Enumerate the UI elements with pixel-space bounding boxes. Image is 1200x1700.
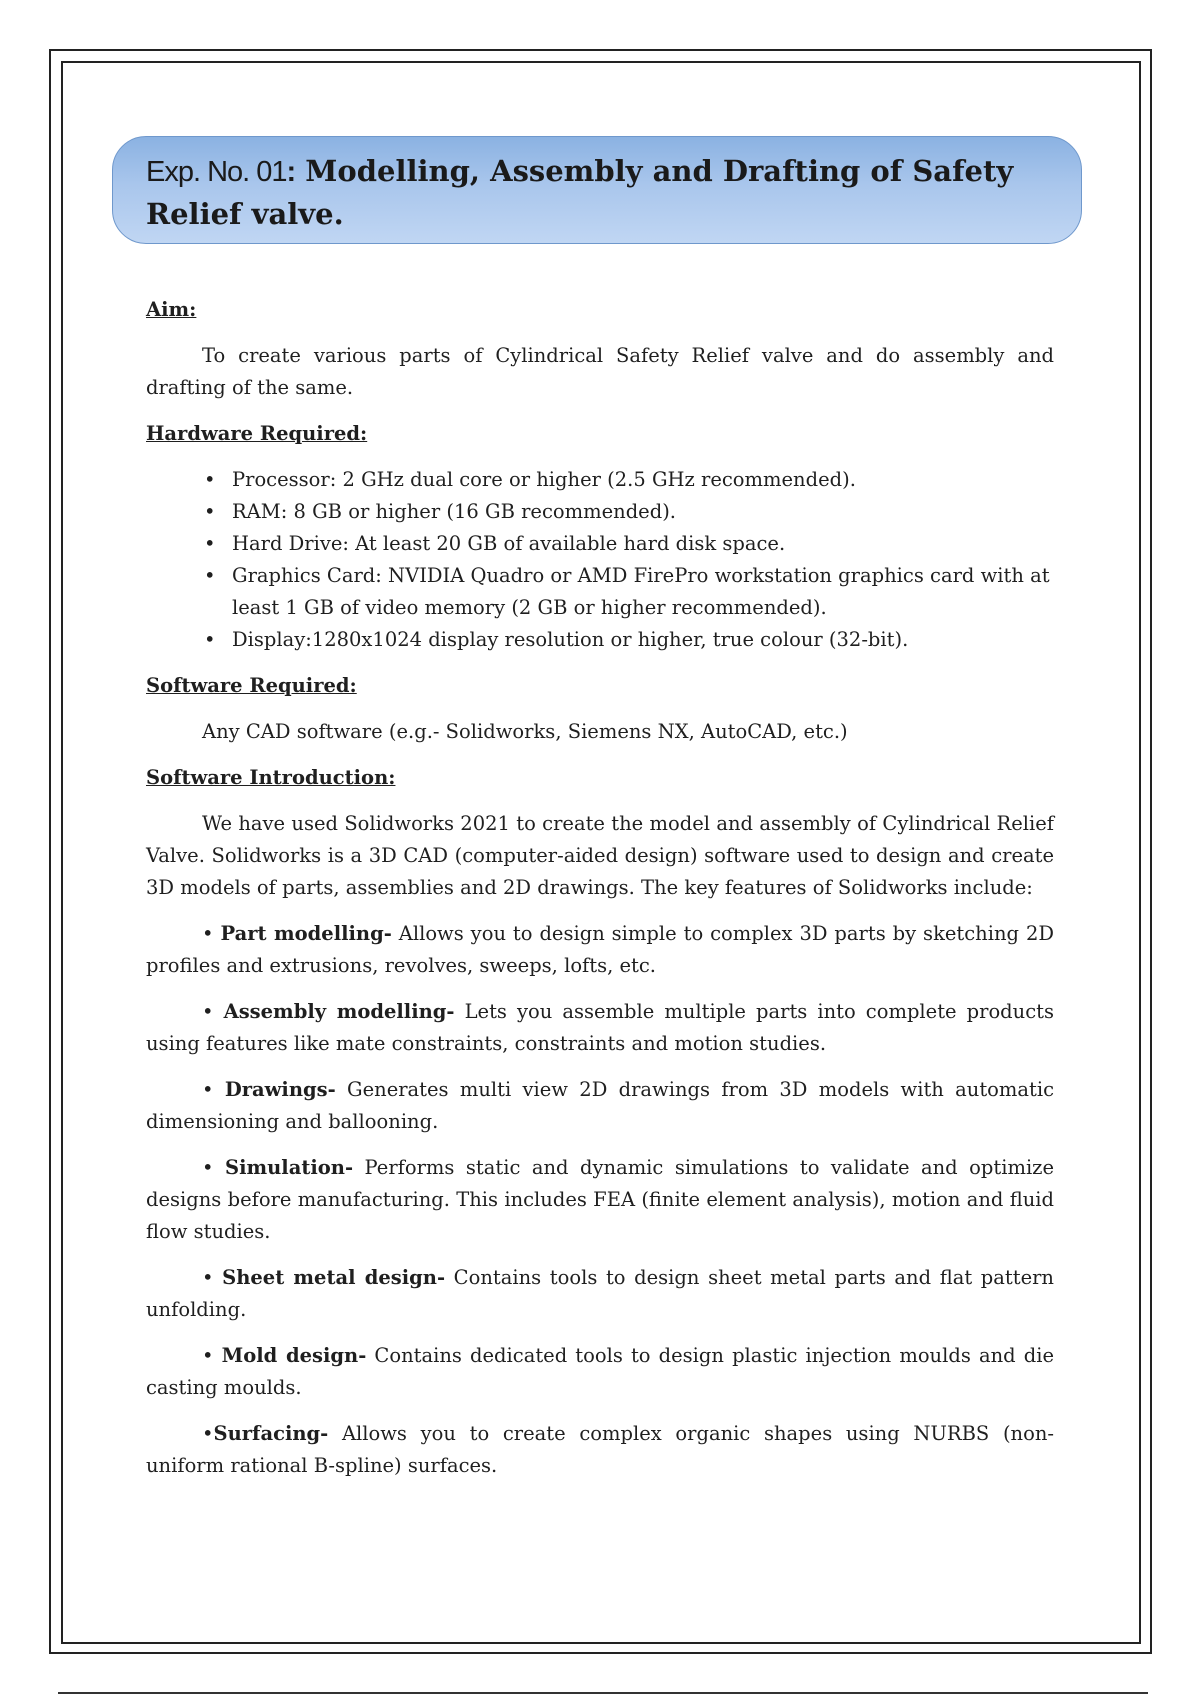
aim-heading: Aim: (146, 298, 197, 321)
bullet-icon: • (204, 564, 216, 587)
intro-text: We have used Solidworks 2021 to create the model and assembly of Cylindrical Relief Valve. Solidworks is a 3D CAD (computer-aided design) software used to design and create 3D models of parts, assemblies and 2D drawings. The key features of Solidworks include: (146, 812, 1054, 899)
hardware-list (146, 464, 1054, 656)
document-body (146, 294, 1054, 1496)
software-heading: Software Required: (146, 674, 357, 697)
bullet-icon: • (204, 468, 216, 491)
page-title (146, 150, 1066, 235)
bullet-icon: • (204, 500, 216, 523)
list-item: • Processor: 2 GHz dual core or higher (2.5 GHz recommended). (232, 464, 1054, 496)
feature-item: •Surfacing- Allows you to create complex organic shapes using NURBS (non-uniform rational B-spline) surfaces. (146, 1422, 1054, 1477)
hardware-heading: Hardware Required: (146, 422, 368, 445)
feature-item: • Assembly modelling- Lets you assemble multiple parts into complete products using features like mate constraints, constraints and motion studies. (146, 1000, 1054, 1055)
experiment-number: Exp. No. 01: (146, 156, 296, 188)
list-item: • Hard Drive: At least 20 GB of available hard disk space. (232, 528, 1054, 560)
feature-item: • Sheet metal design- Contains tools to design sheet metal parts and flat pattern unfolding. (146, 1266, 1054, 1321)
title-text: Modelling, Assembly and Drafting of Safety Relief valve. (146, 154, 1014, 231)
list-item: • RAM: 8 GB or higher (16 GB recommended). (232, 496, 1054, 528)
feature-item: • Simulation- Performs static and dynamic simulations to validate and optimize designs before manufacturing. This includes FEA (finite element analysis), motion and fluid flow studies. (146, 1156, 1054, 1243)
feature-item: • Mold design- Contains dedicated tools to design plastic injection moulds and die casting moulds. (146, 1344, 1055, 1399)
list-item: • Display:1280x1024 display resolution or higher, true colour (32-bit). (232, 624, 1054, 656)
intro-heading: Software Introduction: (146, 766, 396, 789)
bullet-icon: • (204, 628, 216, 651)
feature-item: • Drawings- Generates multi view 2D drawings from 3D models with automatic dimensioning and ballooning. (146, 1078, 1055, 1133)
aim-text: To create various parts of Cylindrical Safety Relief valve and do assembly and drafting of the same. (146, 344, 1054, 399)
footer-rule (58, 1692, 1148, 1694)
list-item: • Graphics Card: NVIDIA Quadro or AMD FirePro workstation graphics card with at least 1 GB of video memory (2 GB or higher recommended). (232, 560, 1054, 624)
software-text: Any CAD software (e.g.- Solidworks, Siemens NX, AutoCAD, etc.) (202, 720, 848, 743)
feature-item: • Part modelling- Allows you to design simple to complex 3D parts by sketching 2D profiles and extrusions, revolves, sweeps, lofts, etc. (146, 922, 1054, 977)
bullet-icon: • (204, 532, 216, 555)
